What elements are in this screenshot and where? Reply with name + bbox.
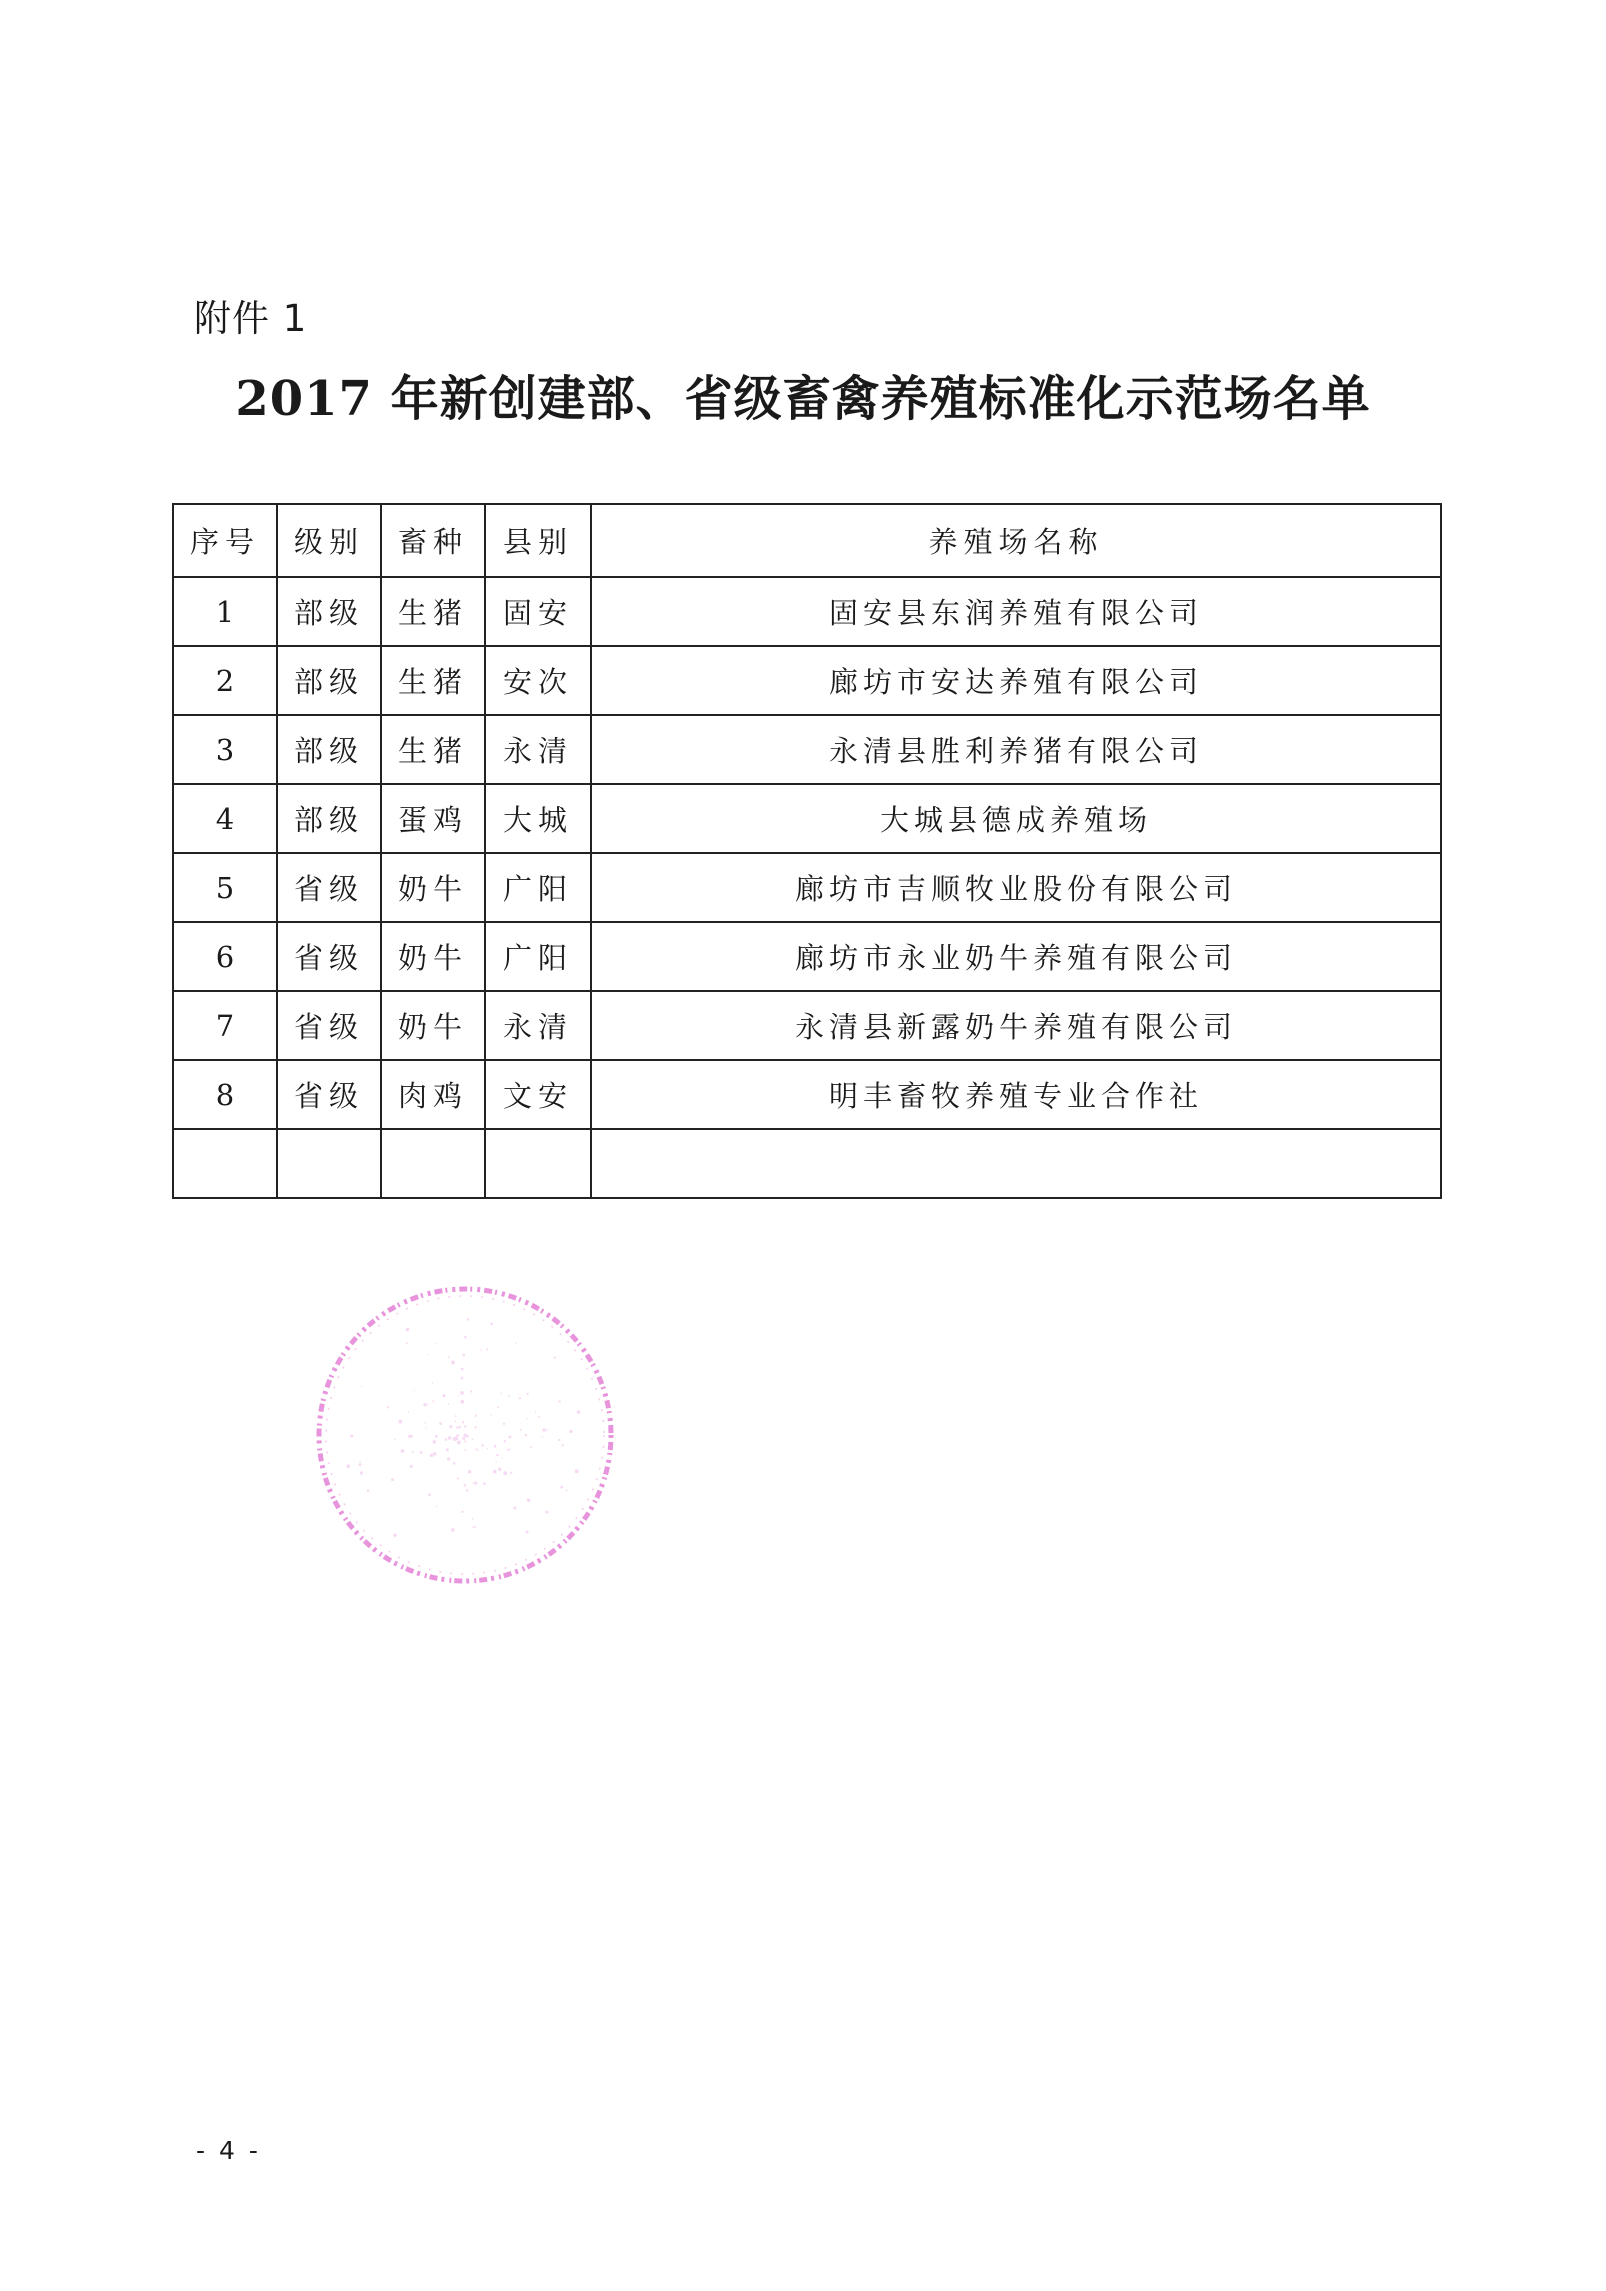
cell-level: 省级	[277, 1060, 381, 1129]
cell-no: 5	[173, 853, 277, 922]
cell-species	[381, 1129, 485, 1198]
table-row	[173, 853, 1441, 922]
attachment-label: 附件 1	[194, 297, 308, 340]
table-header-row	[173, 504, 1441, 577]
table-row	[173, 715, 1441, 784]
table-row-empty	[173, 1129, 1441, 1198]
header-farm-name: 养殖场名称	[591, 504, 1441, 577]
cell-farm-name: 永清县新露奶牛养殖有限公司	[591, 991, 1441, 1060]
cell-farm-name: 永清县胜利养猪有限公司	[591, 715, 1441, 784]
header-species: 畜种	[381, 504, 485, 577]
cell-farm-name: 大城县德成养殖场	[591, 784, 1441, 853]
cell-level: 部级	[277, 646, 381, 715]
cell-level: 省级	[277, 922, 381, 991]
cell-species: 奶牛	[381, 991, 485, 1060]
cell-farm-name: 廊坊市永业奶牛养殖有限公司	[591, 922, 1441, 991]
cell-level: 部级	[277, 715, 381, 784]
cell-farm-name	[591, 1129, 1441, 1198]
official-seal-icon	[312, 1282, 618, 1588]
cell-county: 广阳	[485, 922, 591, 991]
cell-species: 蛋鸡	[381, 784, 485, 853]
cell-level: 部级	[277, 577, 381, 646]
cell-county: 永清	[485, 715, 591, 784]
cell-level: 省级	[277, 853, 381, 922]
header-level: 级别	[277, 504, 381, 577]
cell-species: 奶牛	[381, 922, 485, 991]
cell-no: 1	[173, 577, 277, 646]
cell-farm-name: 廊坊市吉顺牧业股份有限公司	[591, 853, 1441, 922]
cell-county: 安次	[485, 646, 591, 715]
table-row	[173, 577, 1441, 646]
cell-farm-name: 廊坊市安达养殖有限公司	[591, 646, 1441, 715]
table-row	[173, 991, 1441, 1060]
cell-farm-name: 明丰畜牧养殖专业合作社	[591, 1060, 1441, 1129]
cell-county: 广阳	[485, 853, 591, 922]
cell-no: 2	[173, 646, 277, 715]
cell-species: 生猪	[381, 577, 485, 646]
cell-level	[277, 1129, 381, 1198]
cell-county: 大城	[485, 784, 591, 853]
cell-county: 固安	[485, 577, 591, 646]
cell-county: 永清	[485, 991, 591, 1060]
farm-list-table	[172, 503, 1442, 1199]
cell-no: 4	[173, 784, 277, 853]
table-row	[173, 784, 1441, 853]
cell-species: 生猪	[381, 646, 485, 715]
cell-no	[173, 1129, 277, 1198]
table-row	[173, 646, 1441, 715]
header-county: 县别	[485, 504, 591, 577]
cell-county	[485, 1129, 591, 1198]
header-no: 序号	[173, 504, 277, 577]
cell-species: 生猪	[381, 715, 485, 784]
table-row	[173, 1060, 1441, 1129]
table-row	[173, 922, 1441, 991]
cell-level: 部级	[277, 784, 381, 853]
cell-county: 文安	[485, 1060, 591, 1129]
cell-no: 7	[173, 991, 277, 1060]
page-number: - 4 -	[196, 2136, 261, 2165]
cell-no: 6	[173, 922, 277, 991]
cell-species: 奶牛	[381, 853, 485, 922]
cell-farm-name: 固安县东润养殖有限公司	[591, 577, 1441, 646]
cell-species: 肉鸡	[381, 1060, 485, 1129]
cell-level: 省级	[277, 991, 381, 1060]
cell-no: 3	[173, 715, 277, 784]
cell-no: 8	[173, 1060, 277, 1129]
page-title: 2017 年新创建部、省级畜禽养殖标准化示范场名单	[235, 371, 1371, 427]
